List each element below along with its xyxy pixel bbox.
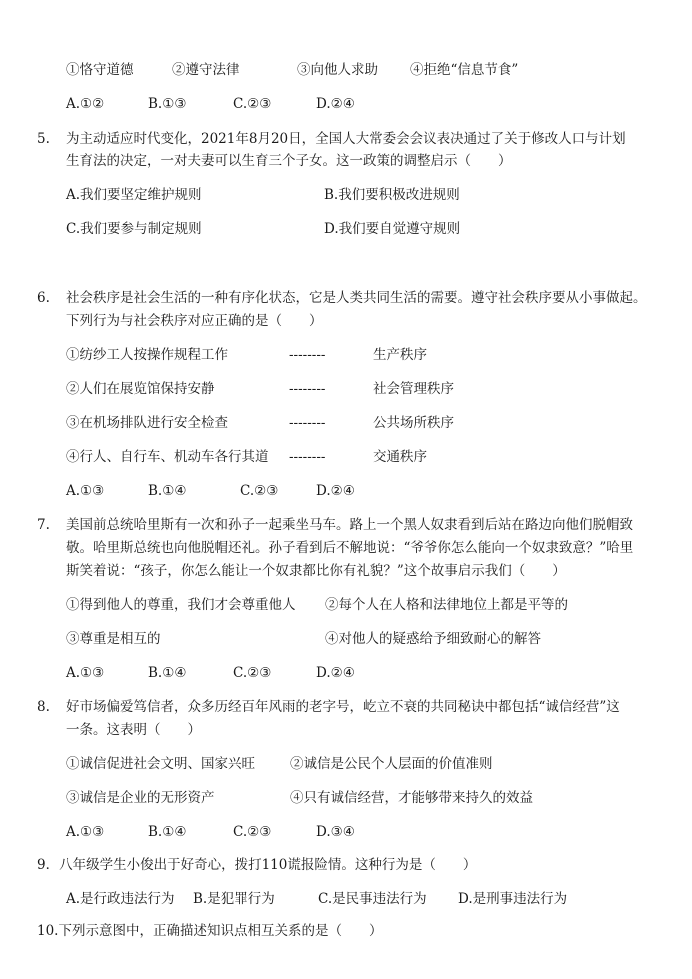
choice-d: D.是刑事违法行为 (458, 891, 568, 907)
pairing-behavior: ④行人、自行车、机动车各行其道 (66, 449, 269, 465)
choice-d: D.我们要自觉遵守规则 (324, 221, 461, 237)
question-stem-line: 斯笑着说：“孩子，你怎么能让一个奴隶都比你有礼貌？”这个故事启示我们（ ） (66, 563, 566, 579)
choice-b: B.①④ (148, 665, 187, 681)
question-stem-line: 为主动适应时代变化，2021年8月20日，全国人大常委会会议表决通过了关于修改人口与计划 (66, 131, 626, 147)
choice-a: A.我们要坚定维护规则 (66, 187, 202, 203)
statement-4: ④只有诚信经营，才能够带来持久的效益 (290, 790, 533, 806)
statement-3: ③诚信是企业的无形资产 (66, 790, 215, 806)
choice-b: B.①④ (148, 483, 187, 499)
pairing-order: 生产秩序 (373, 347, 427, 363)
top-item-4: ④拒绝“信息节食” (410, 62, 519, 78)
question-stem-line: 美国前总统哈里斯有一次和孙子一起乘坐马车。路上一个黑人奴隶看到后站在路边向他们脱帽致 (66, 517, 633, 533)
pairing-connector: -------- (289, 449, 326, 465)
top-item-3: ③向他人求助 (297, 62, 378, 78)
statement-1: ①得到他人的尊重，我们才会尊重他人 (66, 597, 296, 613)
pairing-connector: -------- (289, 347, 326, 363)
pairing-connector: -------- (289, 415, 326, 431)
choice-c: C.②③ (233, 665, 272, 681)
top-choice-b: B.①③ (148, 96, 187, 112)
question-stem-line: 9．八年级学生小俊出于好奇心，拨打110谎报险情。这种行为是（ ） (37, 857, 477, 873)
choice-a: A.①③ (66, 824, 105, 840)
top-item-2: ②遵守法律 (172, 62, 240, 78)
choice-d: D.②④ (316, 665, 355, 681)
question-stem-line: 敬。哈里斯总统也向他脱帽还礼。孙子看到后不解地说：“爷爷你怎么能向一个奴隶致意？”哈里 (66, 540, 634, 556)
choice-d: D.③④ (316, 824, 355, 840)
question-stem-line: 一条。这表明（ ） (66, 722, 201, 738)
top-item-1: ①恪守道德 (66, 62, 134, 78)
question-stem-line: 10.下列示意图中，正确描述知识点相互关系的是（ ） (37, 923, 383, 939)
choice-b: B.①④ (148, 824, 187, 840)
choice-c: C.我们要参与制定规则 (66, 221, 202, 237)
question-number: 7. (37, 517, 50, 533)
statement-2: ②每个人在人格和法律地位上都是平等的 (325, 597, 568, 613)
question-number: 6. (37, 290, 50, 306)
statement-2: ②诚信是公民个人层面的价值准则 (290, 756, 493, 772)
question-stem-line: 好市场偏爱笃信者，众多历经百年风雨的老字号，屹立不衰的共同秘诀中都包括“诚信经营”这 (66, 699, 620, 715)
statement-1: ①诚信促进社会文明、国家兴旺 (66, 756, 255, 772)
statement-4: ④对他人的疑惑给予细致耐心的解答 (325, 631, 541, 647)
choice-b: B.是犯罪行为 (193, 891, 275, 907)
question-number: 8. (37, 699, 50, 715)
question-stem-line: 社会秩序是社会生活的一种有序化状态，它是人类共同生活的需要。遵守社会秩序要从小事做起。 (66, 290, 647, 306)
choice-c: C.②③ (233, 824, 272, 840)
choice-b: B.我们要积极改进规则 (324, 187, 460, 203)
choice-a: A.①③ (66, 483, 105, 499)
top-choice-c: C.②③ (233, 96, 272, 112)
question-number: 5. (37, 131, 50, 147)
pairing-connector: -------- (289, 381, 326, 397)
pairing-order: 公共场所秩序 (373, 415, 454, 431)
question-stem-line: 下列行为与社会秩序对应正确的是（ ） (66, 313, 323, 329)
choice-c: C.②③ (240, 483, 279, 499)
choice-a: A.是行政违法行为 (66, 891, 175, 907)
choice-d: D.②④ (316, 483, 355, 499)
pairing-behavior: ②人们在展览馆保持安静 (66, 381, 215, 397)
top-choice-a: A.①② (66, 96, 105, 112)
pairing-behavior: ③在机场排队进行安全检查 (66, 415, 228, 431)
choice-c: C.是民事违法行为 (318, 891, 427, 907)
pairing-order: 交通秩序 (373, 449, 427, 465)
statement-3: ③尊重是相互的 (66, 631, 161, 647)
choice-a: A.①③ (66, 665, 105, 681)
top-choice-d: D.②④ (316, 96, 355, 112)
pairing-order: 社会管理秩序 (373, 381, 454, 397)
question-stem-line: 生育法的决定，一对夫妻可以生育三个子女。这一政策的调整启示（ ） (66, 153, 512, 169)
pairing-behavior: ①纺纱工人按操作规程工作 (66, 347, 228, 363)
